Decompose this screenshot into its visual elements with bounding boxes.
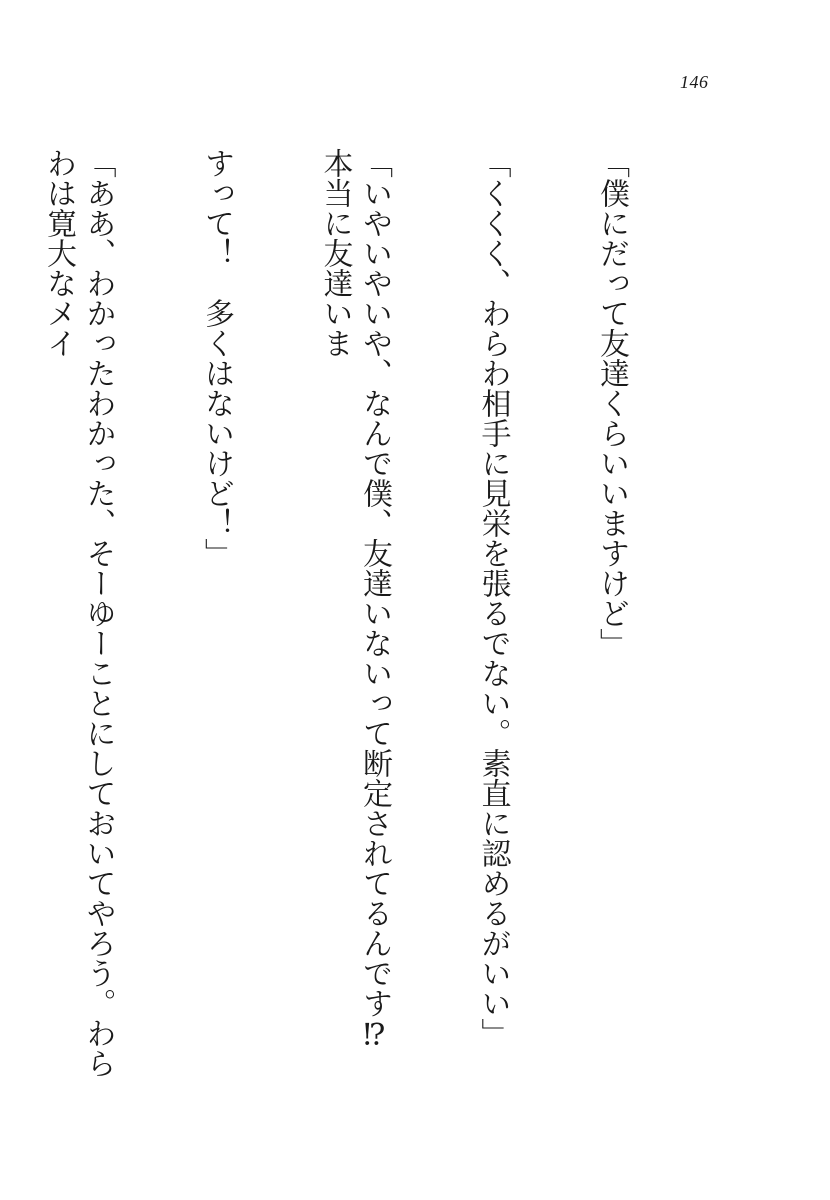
text-line: すって！ 多くはないけど！」 <box>199 148 234 568</box>
vertical-text-body <box>41 148 710 1088</box>
page-number: 146 <box>680 72 709 92</box>
text-line: 「くくく、わらわ相手に見栄を張るでない。素直に認めるがいい」 <box>475 148 511 1048</box>
text-line: 「僕にだって友達くらいいますけど」 <box>594 148 629 658</box>
text-line: 「ああ、わかったわかった、そーゆーことにしておいてやろう。わらわは寛大なメイ <box>41 148 116 1078</box>
text-line: 「いやいやいや、なんで僕、友達いないって断定されてるんです⁉ 本当に友達いま <box>317 148 392 1083</box>
